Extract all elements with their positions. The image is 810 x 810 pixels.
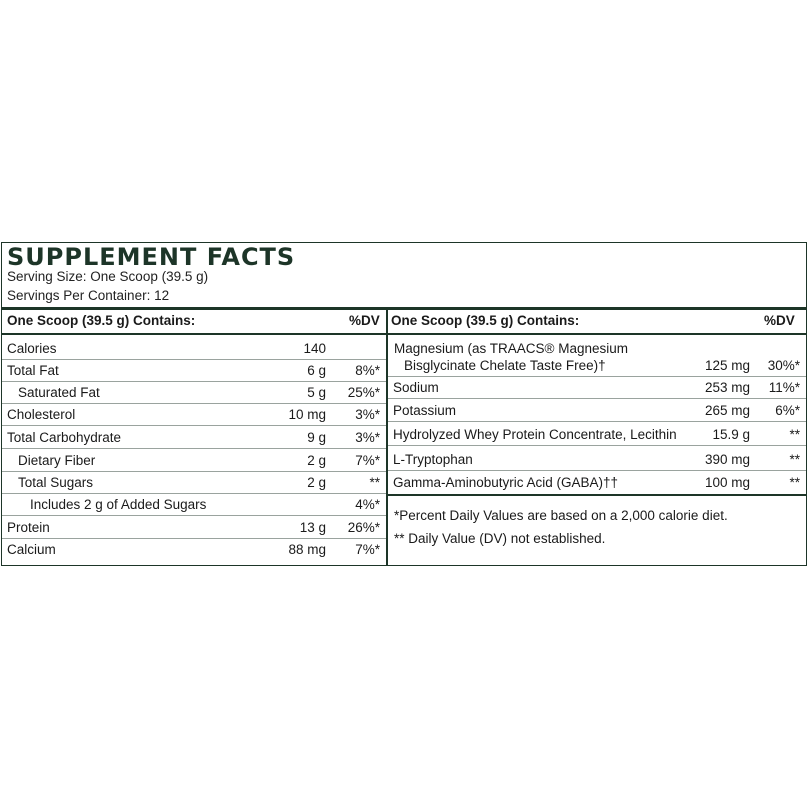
supplement-facts-panel <box>1 242 807 566</box>
nutrient-row <box>2 472 386 494</box>
nutrient-dv: 3%* <box>355 407 380 422</box>
nutrient-name: Cholesterol <box>7 407 76 422</box>
nutrient-name: Hydrolyzed Whey Protein Concentrate, Lecithin <box>393 427 677 442</box>
nutrient-row <box>388 472 806 496</box>
nutrient-amount: 100 mg <box>704 475 750 490</box>
nutrient-row <box>2 494 386 516</box>
nutrient-name: Potassium <box>393 403 457 418</box>
right-header-label: One Scoop (39.5 g) Contains: <box>391 313 580 328</box>
nutrient-dv: ** <box>789 452 800 467</box>
nutrient-name: Gamma-Aminobutyric Acid (GABA)†† <box>393 475 619 490</box>
nutrient-dv: 25%* <box>347 385 380 400</box>
nutrient-amount: 88 mg <box>288 542 326 557</box>
nutrient-amount: 5 g <box>307 385 326 400</box>
nutrient-amount: 265 mg <box>704 403 750 418</box>
nutrient-dv: 30%* <box>767 358 800 373</box>
nutrient-dv: ** <box>369 475 380 490</box>
nutrient-dv: 8%* <box>355 363 380 378</box>
nutrient-name: Protein <box>7 520 50 535</box>
nutrient-row <box>2 382 386 404</box>
nutrient-amount: 125 mg <box>704 358 750 373</box>
nutrient-name: Calories <box>7 341 57 356</box>
nutrient-name: Saturated Fat <box>18 385 100 400</box>
nutrient-name: Includes 2 g of Added Sugars <box>30 497 207 512</box>
nutrient-dv: 7%* <box>355 453 380 468</box>
thick-divider <box>2 307 806 310</box>
nutrient-name: Total Sugars <box>18 475 94 490</box>
nutrient-dv: ** <box>789 427 800 442</box>
nutrient-dv: 4%* <box>355 497 380 512</box>
nutrient-row <box>2 404 386 426</box>
nutrient-amount: 390 mg <box>704 452 750 467</box>
nutrient-row <box>388 400 806 422</box>
nutrient-row <box>2 427 386 449</box>
nutrient-row <box>388 377 806 399</box>
nutrient-amount: 9 g <box>307 430 326 445</box>
nutrient-row <box>2 539 386 561</box>
nutrient-row <box>388 424 806 446</box>
nutrient-amount: 6 g <box>307 363 326 378</box>
nutrient-row <box>2 338 386 360</box>
nutrient-amount: 13 g <box>299 520 326 535</box>
nutrient-amount: 10 mg <box>288 407 326 422</box>
right-header-dv: %DV <box>764 313 795 328</box>
nutrient-dv: ** <box>789 475 800 490</box>
nutrient-name: Sodium <box>393 380 439 395</box>
nutrient-dv: 3%* <box>355 430 380 445</box>
nutrient-amount: 253 mg <box>704 380 750 395</box>
nutrient-name: Magnesium (as TRAACS® Magnesium <box>394 341 629 356</box>
left-header-dv: %DV <box>349 313 380 328</box>
nutrient-name: Total Fat <box>7 363 59 378</box>
left-header-label: One Scoop (39.5 g) Contains: <box>7 313 196 328</box>
nutrient-amount: 2 g <box>307 453 326 468</box>
nutrient-name-cont: Bisglycinate Chelate Taste Free)† <box>404 358 606 373</box>
left-header-rule <box>2 333 386 335</box>
nutrient-dv: 11%* <box>768 380 800 395</box>
nutrient-name: Dietary Fiber <box>18 453 96 468</box>
nutrient-row <box>2 360 386 382</box>
nutrient-row <box>388 449 806 471</box>
nutrient-amount: 2 g <box>307 475 326 490</box>
nutrient-row <box>2 450 386 472</box>
serving-size: Serving Size: One Scoop (39.5 g) <box>7 269 209 284</box>
nutrient-row <box>2 517 386 539</box>
servings-per-container: Servings Per Container: 12 <box>7 288 170 303</box>
nutrient-dv: 7%* <box>355 542 380 557</box>
nutrient-name: Calcium <box>7 542 56 557</box>
nutrient-amount: 15.9 g <box>712 427 750 442</box>
nutrient-name: Total Carbohydrate <box>7 430 122 445</box>
nutrient-dv: 26%* <box>347 520 380 535</box>
nutrient-name: L-Tryptophan <box>393 452 473 467</box>
nutrient-row <box>388 338 806 377</box>
nutrient-amount: 140 <box>303 341 326 356</box>
right-header-rule <box>388 333 806 335</box>
footnote-dv: *Percent Daily Values are based on a 2,000 calorie diet. <box>394 508 728 523</box>
panel-title: SUPPLEMENT FACTS <box>7 243 296 271</box>
nutrient-dv: 6%* <box>775 403 800 418</box>
footnote-not-established: ** Daily Value (DV) not established. <box>394 531 606 546</box>
